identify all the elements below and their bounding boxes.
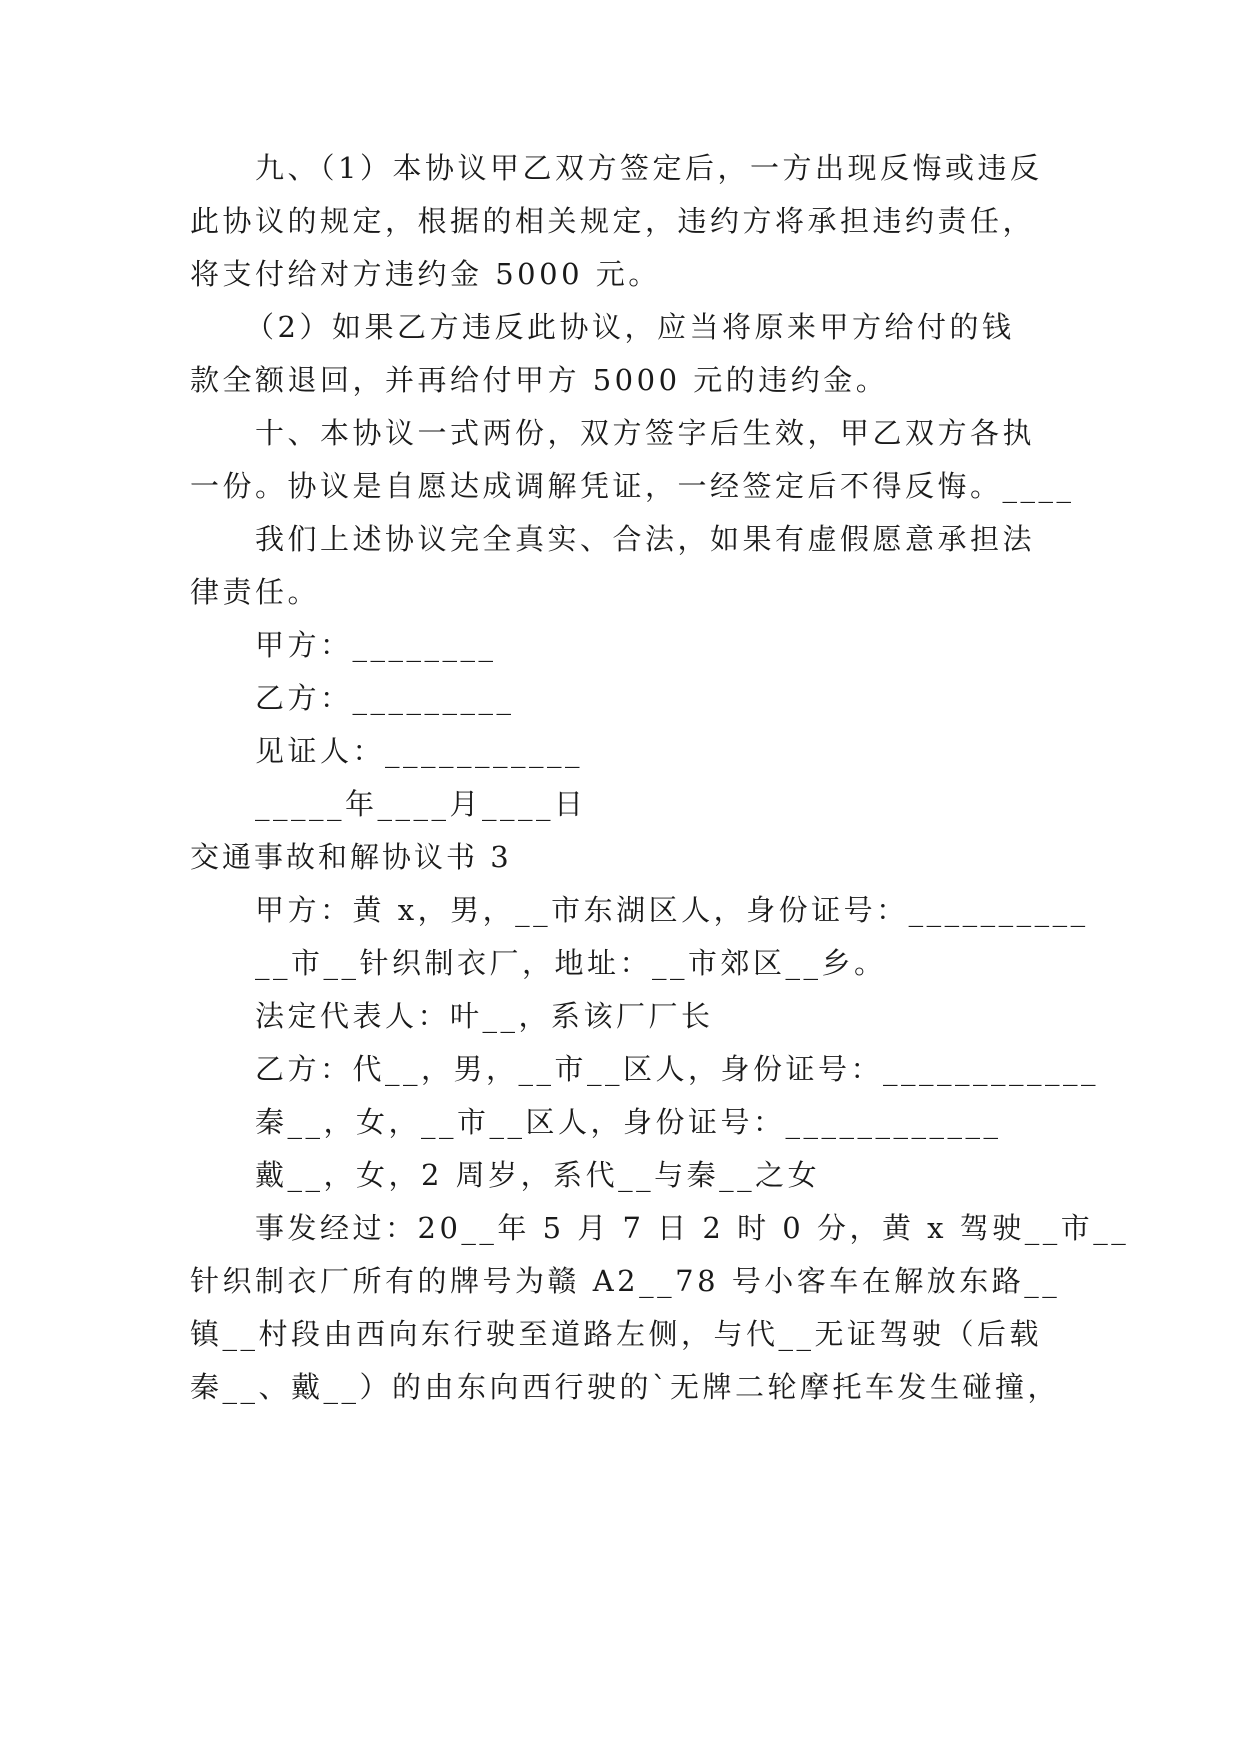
declaration-line-2: 律责任。 [190,575,321,609]
clause-9-1-line-3: 将支付给对方违约金 5000 元。 [190,257,661,291]
declaration-line-1: 我们上述协议完全真实、合法，如果有虚假愿意承担法 [255,522,1036,556]
clause-10-line-1: 十、本协议一式两份，双方签字后生效，甲乙双方各执 [255,416,1036,450]
clause-9-1-line-1: 九、（1）本协议甲乙双方签定后，一方出现反悔或违反 [255,151,1043,185]
party-b-info: 乙方：代__，男，__市__区人，身份证号：____________ [255,1052,1100,1086]
clause-9-2-line-1: （2）如果乙方违反此协议，应当将原来甲方给付的钱 [245,310,1015,344]
incident-line-1: 事发经过：20__年 5 月 7 日 2 时 0 分，黄 x 驾驶__市__ [255,1211,1130,1245]
clause-10-line-2: 一份。协议是自愿达成调解凭证，一经签定后不得反悔。____ [190,469,1075,503]
party-b-signature: 乙方：_________ [255,681,515,715]
signature-date: _____年____月____日 [255,787,587,821]
incident-line-4: 秦__、戴__）的由东向西行驶的`无牌二轮摩托车发生碰撞， [190,1370,1061,1404]
party-a-employer: __市__针织制衣厂，地址：__市郊区__乡。 [255,946,887,980]
party-a-signature: 甲方：________ [255,628,497,662]
incident-line-2: 针织制衣厂所有的牌号为赣 A2__78 号小客车在解放东路__ [190,1264,1061,1298]
party-a-info: 甲方：黄 x，男，__市东湖区人，身份证号：__________ [255,893,1089,927]
party-b-person-3: 戴__，女，2 周岁，系代__与秦__之女 [255,1158,821,1192]
section-title: 交通事故和解协议书 3 [190,840,512,874]
clause-9-2-line-2: 款全额退回，并再给付甲方 5000 元的违约金。 [190,363,889,397]
legal-representative: 法定代表人：叶__，系该厂厂长 [255,999,714,1033]
witness-signature: 见证人：___________ [255,734,584,768]
party-b-person-2: 秦__，女，__市__区人，身份证号：____________ [255,1105,1002,1139]
clause-9-1-line-2: 此协议的规定，根据的相关规定，违约方将承担违约责任， [190,204,1036,238]
incident-line-3: 镇__村段由西向东行驶至道路左侧，与代__无证驾驶（后载 [190,1317,1043,1351]
